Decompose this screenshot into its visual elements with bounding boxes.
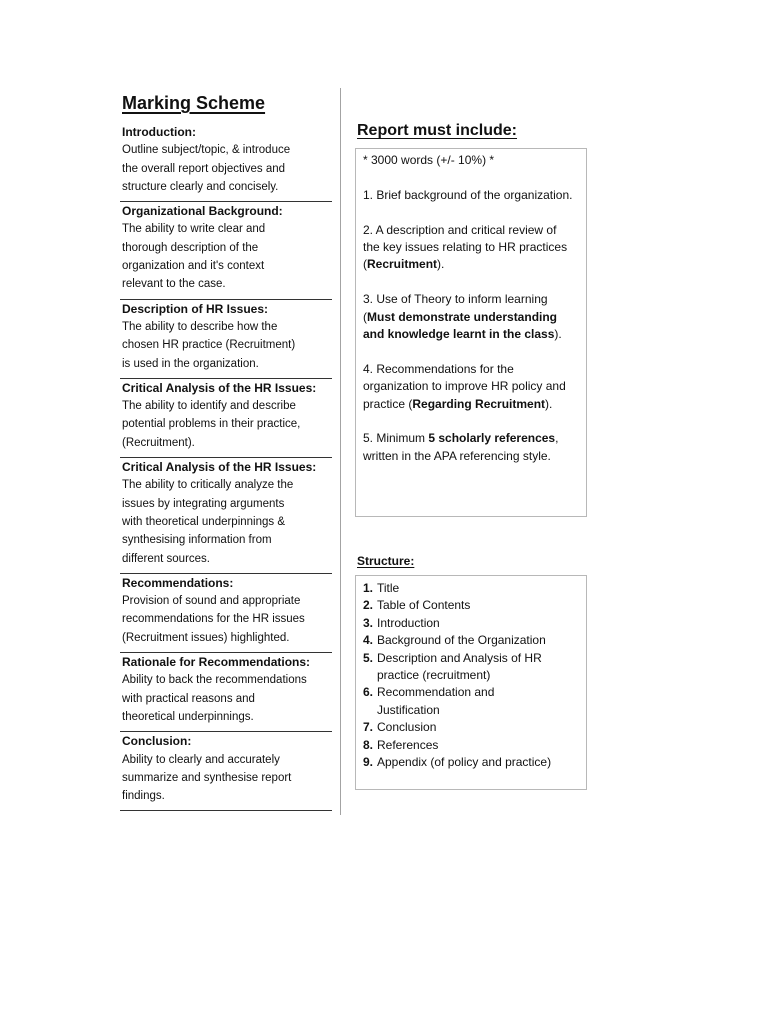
criterion-section — [120, 458, 332, 574]
requirement-text: , — [555, 431, 559, 446]
criterion-description-line: (Recruitment issues) highlighted. — [122, 631, 290, 644]
requirement-line — [363, 187, 580, 204]
structure-item-number: 1. — [363, 581, 374, 595]
structure-list-item — [363, 684, 580, 719]
criterion-description-line: synthesising information from — [122, 534, 272, 547]
criterion-description-line: (Recruitment). — [122, 436, 195, 449]
requirement-text: organization to improve HR policy and — [363, 379, 566, 394]
requirement-text: 1. Brief background of the organization. — [363, 187, 573, 202]
requirement-text: ). — [545, 396, 553, 411]
requirement-text: ). — [437, 257, 445, 272]
criterion-heading: Description of HR Issues: — [122, 301, 269, 316]
structure-item-line: References — [377, 737, 439, 752]
criterion-section — [120, 379, 332, 458]
requirement-line — [363, 361, 580, 378]
structure-item-number: 9. — [363, 755, 374, 770]
structure-item-text — [377, 615, 580, 632]
requirement-text: the key issues relating to HR practices — [363, 240, 568, 254]
criterion-section — [120, 574, 332, 653]
requirement-line — [363, 378, 580, 395]
structure-box — [355, 575, 587, 790]
criterion-description-line: chosen HR practice (Recruitment) — [122, 339, 296, 352]
structure-title: Structure: — [357, 554, 415, 568]
structure-item-line: practice (recruitment) — [377, 668, 491, 683]
criterion-description-line: Provision of sound and appropriate — [122, 595, 301, 608]
criterion-description-line: findings. — [122, 790, 165, 803]
criterion-heading: Rationale for Recommendations: — [122, 655, 311, 670]
structure-item-text — [377, 580, 580, 597]
requirement-text: 5. Minimum — [363, 431, 429, 446]
requirement-paragraph — [363, 291, 580, 343]
structure-item-number: 7. — [363, 720, 374, 735]
requirement-emphasis: Recruitment — [367, 257, 438, 272]
structure-item-text — [377, 632, 580, 649]
structure-list-item — [363, 719, 580, 736]
requirement-line — [363, 309, 580, 326]
criterion-description-line: theoretical underpinnings. — [122, 710, 254, 723]
requirement-emphasis: 5 scholarly references — [428, 431, 556, 446]
structure-item-text — [377, 597, 580, 614]
requirement-line — [363, 239, 580, 256]
requirement-text: written in the APA referencing style. — [363, 448, 551, 463]
criterion-description-line: structure clearly and concisely. — [122, 180, 279, 193]
criterion-section — [120, 300, 332, 379]
structure-item-line: Conclusion — [377, 720, 437, 735]
structure-item-line: Description and Analysis of HR — [377, 650, 542, 665]
structure-list-item — [363, 580, 580, 597]
structure-item-number: 6. — [363, 685, 374, 700]
criterion-section — [120, 123, 332, 202]
criterion-description-line: summarize and synthesise report — [122, 771, 292, 784]
criterion-description-line: issues by integrating arguments — [122, 497, 285, 510]
criterion-heading: Critical Analysis of the HR Issues: — [122, 460, 317, 475]
criterion-description-line: Outline subject/topic, & introduce — [122, 144, 291, 157]
requirement-paragraph — [363, 222, 580, 274]
requirement-line — [363, 448, 580, 465]
requirement-text: practice ( — [363, 396, 413, 411]
structure-list-item — [363, 737, 580, 754]
requirement-line — [363, 430, 580, 447]
structure-item-text — [377, 737, 580, 754]
structure-item-text — [377, 719, 580, 736]
criterion-heading: Organizational Background: — [122, 204, 283, 219]
structure-item-line: Introduction — [377, 615, 440, 630]
requirement-text: 2. A description and critical review of — [363, 222, 557, 237]
requirement-line — [363, 222, 580, 239]
requirement-paragraph — [363, 187, 580, 204]
structure-item-text — [377, 684, 580, 719]
criterion-description-line: Ability to clearly and accurately — [122, 753, 280, 766]
structure-item-line: Appendix (of policy and practice) — [377, 755, 552, 770]
report-requirements-title: Report must include: — [357, 122, 518, 139]
requirement-text: 3. Use of Theory to inform learning — [363, 292, 548, 307]
requirement-paragraph — [363, 361, 580, 413]
requirement-line — [363, 326, 580, 343]
criterion-description-line: The ability to describe how the — [122, 320, 278, 333]
structure-list-item — [363, 615, 580, 632]
criterion-description-line: The ability to critically analyze the — [122, 479, 294, 492]
criterion-description-line: The ability to identify and describe — [122, 400, 296, 413]
structure-item-line: Table of Contents — [377, 598, 471, 613]
criterion-description-line: relevant to the case. — [122, 278, 226, 291]
marking-scheme-title: Marking Scheme — [122, 93, 266, 113]
criterion-description-line: organization and it's context — [122, 260, 265, 273]
structure-item-number: 3. — [363, 615, 374, 630]
column-divider — [340, 88, 341, 815]
requirement-line — [363, 152, 580, 169]
requirement-text: ( — [363, 257, 367, 272]
requirement-emphasis: Must demonstrate understanding — [367, 309, 558, 324]
structure-list-item — [363, 597, 580, 614]
requirement-text: ( — [363, 309, 367, 324]
requirement-emphasis: and knowledge learnt in the class — [363, 327, 555, 342]
requirement-text: 4. Recommendations for the — [363, 361, 514, 376]
criterion-description-line: The ability to write clear and — [122, 223, 266, 236]
structure-item-number: 5. — [363, 650, 374, 665]
criterion-description-line: potential problems in their practice, — [122, 418, 301, 431]
requirement-emphasis: Regarding Recruitment — [412, 396, 546, 411]
criterion-description-line: Ability to back the recommendations — [122, 674, 307, 687]
requirement-paragraph — [363, 152, 580, 169]
structure-list-item — [363, 754, 580, 771]
criterion-description-line: recommendations for the HR issues — [122, 613, 305, 626]
requirement-text: * 3000 words (+/- 10%) * — [363, 153, 495, 167]
structure-list-item — [363, 632, 580, 649]
structure-list-item — [363, 650, 580, 685]
requirement-line — [363, 256, 580, 273]
structure-item-line: Justification — [377, 702, 440, 717]
criterion-section — [120, 732, 332, 811]
criterion-description-line: different sources. — [122, 552, 211, 565]
criterion-heading: Introduction: — [122, 125, 196, 139]
criterion-heading: Critical Analysis of the HR Issues: — [122, 380, 317, 395]
requirements-box — [355, 148, 587, 517]
requirement-line — [363, 396, 580, 413]
criteria-list — [120, 123, 332, 811]
criterion-description-line: thorough description of the — [122, 241, 259, 254]
structure-item-number: 4. — [363, 633, 374, 648]
structure-item-line: Background of the Organization — [377, 633, 546, 648]
structure-item-text — [377, 754, 580, 771]
structure-item-number: 2. — [363, 598, 374, 613]
requirement-text: ). — [554, 327, 562, 342]
criterion-description-line: the overall report objectives and — [122, 162, 286, 175]
criterion-description-line: is used in the organization. — [122, 357, 259, 370]
requirement-paragraph — [363, 430, 580, 465]
criterion-description-line: with theoretical underpinnings & — [122, 515, 286, 528]
structure-item-number: 8. — [363, 737, 374, 752]
structure-item-text — [377, 650, 580, 685]
criterion-section — [120, 202, 332, 299]
criterion-heading: Recommendations: — [122, 575, 234, 590]
criterion-description-line: with practical reasons and — [122, 692, 255, 705]
structure-item-line: Title — [377, 581, 400, 595]
requirement-line — [363, 291, 580, 308]
criterion-heading: Conclusion: — [122, 734, 192, 749]
structure-item-line: Recommendation and — [377, 685, 495, 700]
criterion-section — [120, 653, 332, 732]
